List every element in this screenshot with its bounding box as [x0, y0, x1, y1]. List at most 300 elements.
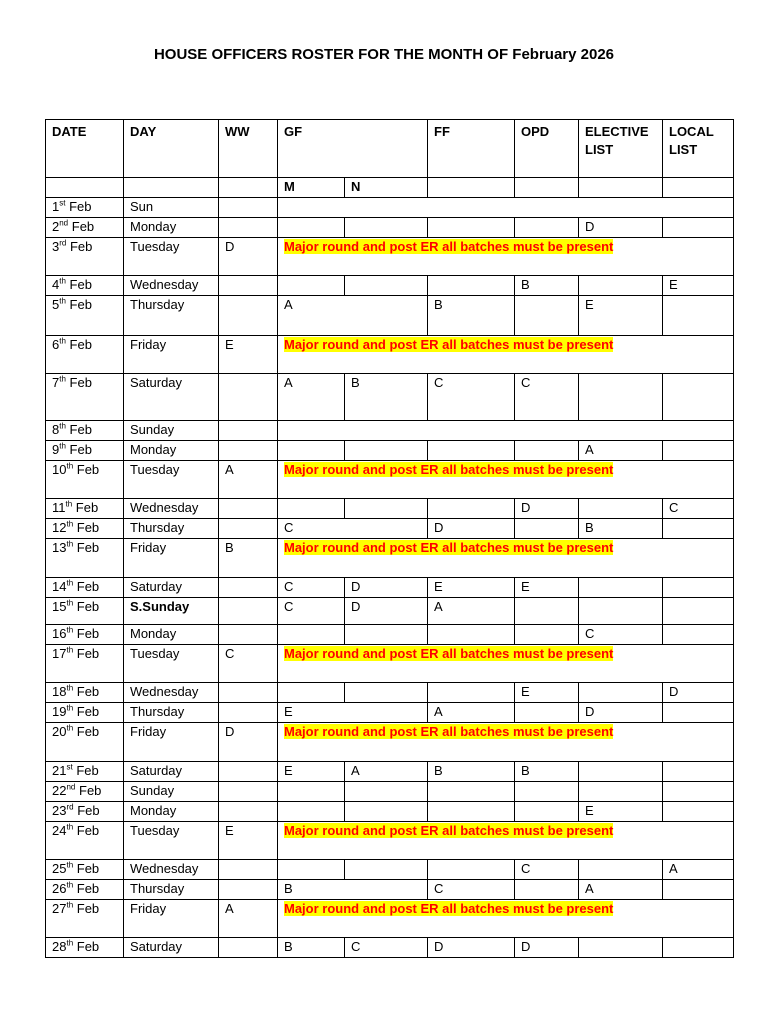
date-month: Feb	[76, 724, 100, 739]
gf-n-cell	[345, 625, 428, 645]
date-month: Feb	[76, 881, 100, 896]
gf-m-cell	[278, 802, 345, 822]
local-cell	[663, 598, 734, 625]
opd-cell: D	[515, 499, 579, 519]
ff-cell: C	[428, 880, 515, 900]
roster-row	[46, 421, 734, 441]
date-month: Feb	[76, 626, 100, 641]
roster-body	[46, 198, 734, 958]
date-suffix: th	[66, 723, 74, 733]
date-month: Feb	[69, 239, 93, 254]
date-suffix: th	[59, 421, 66, 431]
date-month: Feb	[76, 861, 100, 876]
date-month: Feb	[69, 422, 92, 437]
day-cell: Wednesday	[124, 276, 219, 296]
roster-row	[46, 198, 734, 218]
day-cell: Thursday	[124, 519, 219, 539]
date-suffix: th	[66, 519, 74, 529]
opd-cell: E	[515, 578, 579, 598]
date-number: 1	[52, 199, 60, 214]
date-suffix: th	[66, 598, 74, 608]
date-suffix: th	[66, 625, 74, 635]
date-cell	[46, 276, 124, 296]
roster-row	[46, 218, 734, 238]
date-month: Feb	[69, 277, 92, 292]
day-cell: Thursday	[124, 880, 219, 900]
roster-row	[46, 802, 734, 822]
local-cell	[663, 218, 734, 238]
roster-row	[46, 519, 734, 539]
date-month: Feb	[76, 579, 100, 594]
date-suffix: th	[59, 374, 66, 384]
gf-m-cell: A	[278, 374, 345, 421]
day-cell: Wednesday	[124, 499, 219, 519]
ww-cell: A	[219, 461, 278, 499]
date-number: 10	[52, 462, 67, 477]
date-month: Feb	[76, 646, 100, 661]
roster-row	[46, 441, 734, 461]
gf-m-cell: E	[278, 762, 345, 782]
date-number: 17	[52, 646, 67, 661]
date-suffix: th	[66, 860, 74, 870]
major-round-note: Major round and post ER all batches must be present	[284, 724, 614, 739]
date-suffix: th	[66, 703, 74, 713]
gf-m-cell	[278, 499, 345, 519]
date-month: Feb	[76, 939, 100, 954]
date-suffix: th	[59, 276, 66, 286]
day-cell: Thursday	[124, 296, 219, 336]
date-number: 3	[52, 239, 60, 254]
note-cell	[278, 723, 734, 762]
ff-cell: A	[428, 703, 515, 723]
major-round-note: Major round and post ER all batches must be present	[284, 337, 614, 352]
note-cell	[278, 900, 734, 938]
date-number: 12	[52, 520, 67, 535]
note-cell	[278, 336, 734, 374]
date-month: Feb	[76, 763, 99, 778]
local-cell	[663, 578, 734, 598]
gf-n-cell: B	[345, 374, 428, 421]
elective-cell	[579, 598, 663, 625]
date-cell	[46, 625, 124, 645]
note-cell	[278, 238, 734, 276]
date-suffix: rd	[66, 802, 74, 812]
gf-m-cell	[278, 860, 345, 880]
local-cell	[663, 703, 734, 723]
opd-cell	[515, 703, 579, 723]
ww-cell	[219, 296, 278, 336]
date-cell	[46, 723, 124, 762]
date-number: 15	[52, 599, 67, 614]
roster-row	[46, 336, 734, 374]
date-month: Feb	[76, 520, 100, 535]
date-cell	[46, 822, 124, 860]
elective-cell	[579, 276, 663, 296]
ww-cell	[219, 802, 278, 822]
date-month: Feb	[69, 442, 92, 457]
date-cell	[46, 336, 124, 374]
ff-cell: B	[428, 762, 515, 782]
roster-row	[46, 900, 734, 938]
roster-row	[46, 276, 734, 296]
ff-cell: B	[428, 296, 515, 336]
local-cell	[663, 880, 734, 900]
date-month: Feb	[76, 599, 100, 614]
day-cell: Tuesday	[124, 461, 219, 499]
elective-cell	[579, 762, 663, 782]
day-cell: Monday	[124, 625, 219, 645]
ww-cell	[219, 880, 278, 900]
date-cell	[46, 703, 124, 723]
date-suffix: rd	[59, 238, 67, 248]
subheader-empty-cell	[579, 178, 663, 198]
date-suffix: th	[66, 938, 74, 948]
ww-cell: D	[219, 238, 278, 276]
gf-m-subheader: M	[278, 178, 345, 198]
date-suffix: nd	[66, 782, 76, 792]
ww-cell: E	[219, 336, 278, 374]
local-cell	[663, 782, 734, 802]
date-suffix: th	[66, 645, 74, 655]
ff-cell: D	[428, 938, 515, 958]
gf-m-cell	[278, 276, 345, 296]
elective-list-column-header: ELECTIVE LIST	[579, 120, 663, 178]
date-number: 22	[52, 783, 67, 798]
local-cell	[663, 441, 734, 461]
date-number: 20	[52, 724, 67, 739]
ww-cell	[219, 198, 278, 218]
ww-cell: B	[219, 539, 278, 578]
date-suffix: th	[66, 880, 74, 890]
roster-row	[46, 782, 734, 802]
elective-cell: A	[579, 441, 663, 461]
elective-cell	[579, 499, 663, 519]
gf-column-header: GF	[278, 120, 428, 178]
day-cell: Friday	[124, 723, 219, 762]
date-suffix: nd	[59, 218, 69, 228]
gf-n-cell	[345, 276, 428, 296]
gf-n-cell	[345, 860, 428, 880]
date-cell	[46, 860, 124, 880]
day-cell: Tuesday	[124, 238, 219, 276]
opd-cell	[515, 218, 579, 238]
ww-cell	[219, 703, 278, 723]
gf-m-cell: B	[278, 938, 345, 958]
date-cell	[46, 802, 124, 822]
date-suffix: st	[59, 198, 66, 208]
roster-row	[46, 461, 734, 499]
date-month: Feb	[69, 337, 92, 352]
gf-n-cell	[345, 218, 428, 238]
date-month: Feb	[79, 783, 102, 798]
elective-cell: B	[579, 519, 663, 539]
date-month: Feb	[69, 297, 92, 312]
opd-cell	[515, 519, 579, 539]
ww-cell	[219, 519, 278, 539]
gf-m-cell: C	[278, 598, 345, 625]
roster-row	[46, 296, 734, 336]
date-number: 24	[52, 823, 67, 838]
date-cell	[46, 198, 124, 218]
opd-cell	[515, 598, 579, 625]
ww-cell	[219, 578, 278, 598]
ff-cell: D	[428, 519, 515, 539]
date-cell	[46, 539, 124, 578]
date-number: 14	[52, 579, 67, 594]
day-cell: Friday	[124, 336, 219, 374]
opd-cell	[515, 441, 579, 461]
day-cell: Thursday	[124, 703, 219, 723]
day-cell: Sunday	[124, 421, 219, 441]
roster-row	[46, 938, 734, 958]
date-month: Feb	[76, 901, 100, 916]
opd-cell: E	[515, 683, 579, 703]
day-cell: Sunday	[124, 782, 219, 802]
page-title: HOUSE OFFICERS ROSTER FOR THE MONTH OF February 2026	[153, 46, 615, 63]
opd-cell: C	[515, 860, 579, 880]
date-number: 28	[52, 939, 67, 954]
local-cell	[663, 938, 734, 958]
gf-cell: C	[278, 519, 428, 539]
opd-cell	[515, 802, 579, 822]
gf-cell: B	[278, 880, 428, 900]
roster-row	[46, 645, 734, 683]
blank-span-cell	[278, 198, 734, 218]
gf-m-cell: C	[278, 578, 345, 598]
day-cell: Friday	[124, 539, 219, 578]
day-cell: Wednesday	[124, 860, 219, 880]
local-cell: A	[663, 860, 734, 880]
local-cell	[663, 625, 734, 645]
date-month: Feb	[69, 375, 92, 390]
date-number: 5	[52, 297, 60, 312]
day-cell: Monday	[124, 802, 219, 822]
date-cell	[46, 519, 124, 539]
date-month: Feb	[69, 199, 92, 214]
date-cell	[46, 461, 124, 499]
gf-cell: A	[278, 296, 428, 336]
elective-cell	[579, 683, 663, 703]
day-cell: Saturday	[124, 762, 219, 782]
date-number: 25	[52, 861, 67, 876]
day-cell: Tuesday	[124, 822, 219, 860]
gf-n-cell: A	[345, 762, 428, 782]
day-cell: Monday	[124, 218, 219, 238]
local-cell: C	[663, 499, 734, 519]
opd-cell: C	[515, 374, 579, 421]
roster-row	[46, 578, 734, 598]
elective-cell: C	[579, 625, 663, 645]
major-round-note: Major round and post ER all batches must be present	[284, 901, 614, 916]
gf-n-subheader: N	[345, 178, 428, 198]
day-cell: Tuesday	[124, 645, 219, 683]
date-month: Feb	[77, 803, 100, 818]
date-number: 2	[52, 219, 60, 234]
date-number: 16	[52, 626, 67, 641]
ww-cell: A	[219, 900, 278, 938]
subheader-empty-cell	[124, 178, 219, 198]
date-cell	[46, 296, 124, 336]
ww-cell	[219, 441, 278, 461]
ff-cell: E	[428, 578, 515, 598]
date-cell	[46, 762, 124, 782]
gf-n-cell	[345, 499, 428, 519]
date-number: 18	[52, 684, 67, 699]
opd-cell: D	[515, 938, 579, 958]
ww-cell: D	[219, 723, 278, 762]
elective-cell: A	[579, 880, 663, 900]
day-column-header: DAY	[124, 120, 219, 178]
ff-cell	[428, 782, 515, 802]
major-round-note: Major round and post ER all batches must be present	[284, 239, 614, 254]
elective-cell: E	[579, 296, 663, 336]
date-cell	[46, 938, 124, 958]
date-month: Feb	[76, 462, 100, 477]
header-row	[46, 120, 734, 178]
day-cell: Sun	[124, 198, 219, 218]
date-cell	[46, 374, 124, 421]
date-month: Feb	[75, 500, 99, 515]
subheader-empty-cell	[219, 178, 278, 198]
date-suffix: th	[66, 578, 74, 588]
roster-row	[46, 723, 734, 762]
date-number: 13	[52, 540, 67, 555]
ff-cell	[428, 441, 515, 461]
major-round-note: Major round and post ER all batches must be present	[284, 823, 614, 838]
opd-cell	[515, 880, 579, 900]
subheader-empty-cell	[428, 178, 515, 198]
date-month: Feb	[76, 823, 100, 838]
day-cell: Friday	[124, 900, 219, 938]
ff-cell: C	[428, 374, 515, 421]
date-cell	[46, 499, 124, 519]
ff-cell	[428, 276, 515, 296]
roster-row	[46, 625, 734, 645]
gf-m-cell	[278, 441, 345, 461]
roster-row	[46, 822, 734, 860]
date-number: 26	[52, 881, 67, 896]
gf-m-cell	[278, 782, 345, 802]
date-cell	[46, 900, 124, 938]
date-month: Feb	[76, 540, 100, 555]
local-cell: D	[663, 683, 734, 703]
gf-m-cell	[278, 683, 345, 703]
date-number: 8	[52, 422, 60, 437]
date-number: 6	[52, 337, 60, 352]
ff-cell	[428, 625, 515, 645]
date-suffix: th	[66, 683, 74, 693]
elective-cell: D	[579, 703, 663, 723]
opd-cell	[515, 782, 579, 802]
ww-cell	[219, 625, 278, 645]
major-round-note: Major round and post ER all batches must be present	[284, 540, 614, 555]
date-cell	[46, 598, 124, 625]
date-cell	[46, 645, 124, 683]
subheader-empty-cell	[515, 178, 579, 198]
gf-n-cell	[345, 782, 428, 802]
roster-row	[46, 539, 734, 578]
gf-n-cell: D	[345, 598, 428, 625]
ww-column-header: WW	[219, 120, 278, 178]
roster-row	[46, 683, 734, 703]
roster-row	[46, 880, 734, 900]
gf-n-cell	[345, 683, 428, 703]
date-cell	[46, 578, 124, 598]
day-cell: Monday	[124, 441, 219, 461]
date-number: 19	[52, 704, 67, 719]
ww-cell: E	[219, 822, 278, 860]
ww-cell	[219, 218, 278, 238]
subheader-empty-cell	[46, 178, 124, 198]
opd-cell: B	[515, 762, 579, 782]
date-suffix: th	[66, 461, 74, 471]
gf-n-cell	[345, 441, 428, 461]
ff-cell	[428, 802, 515, 822]
date-cell	[46, 782, 124, 802]
local-cell: E	[663, 276, 734, 296]
ww-cell	[219, 938, 278, 958]
ff-cell	[428, 860, 515, 880]
subheader-empty-cell	[663, 178, 734, 198]
subheader-row	[46, 178, 734, 198]
ff-cell	[428, 499, 515, 519]
roster-row	[46, 598, 734, 625]
day-cell: S.Sunday	[124, 598, 219, 625]
date-suffix: th	[65, 499, 73, 509]
date-cell	[46, 683, 124, 703]
blank-span-cell	[278, 421, 734, 441]
gf-n-cell	[345, 802, 428, 822]
gf-m-cell	[278, 218, 345, 238]
date-suffix: th	[59, 336, 66, 346]
date-cell	[46, 421, 124, 441]
date-number: 7	[52, 375, 60, 390]
opd-column-header: OPD	[515, 120, 579, 178]
date-suffix: st	[66, 762, 73, 772]
elective-cell	[579, 374, 663, 421]
ww-cell	[219, 860, 278, 880]
ff-cell: A	[428, 598, 515, 625]
gf-n-cell: C	[345, 938, 428, 958]
date-suffix: th	[59, 296, 66, 306]
day-cell: Saturday	[124, 578, 219, 598]
date-cell	[46, 880, 124, 900]
local-cell	[663, 296, 734, 336]
ff-cell	[428, 683, 515, 703]
date-number: 27	[52, 901, 67, 916]
date-number: 11	[52, 500, 66, 515]
roster-table	[45, 119, 734, 958]
date-month: Feb	[76, 684, 100, 699]
ww-cell: C	[219, 645, 278, 683]
major-round-note: Major round and post ER all batches must be present	[284, 646, 614, 661]
gf-m-cell	[278, 625, 345, 645]
opd-cell	[515, 625, 579, 645]
date-cell	[46, 441, 124, 461]
ww-cell	[219, 683, 278, 703]
date-suffix: th	[66, 822, 74, 832]
date-number: 4	[52, 277, 60, 292]
roster-row	[46, 703, 734, 723]
roster-row	[46, 374, 734, 421]
note-cell	[278, 645, 734, 683]
roster-row	[46, 238, 734, 276]
ww-cell	[219, 421, 278, 441]
opd-cell: B	[515, 276, 579, 296]
date-suffix: th	[66, 539, 74, 549]
date-number: 21	[52, 763, 67, 778]
ww-cell	[219, 762, 278, 782]
